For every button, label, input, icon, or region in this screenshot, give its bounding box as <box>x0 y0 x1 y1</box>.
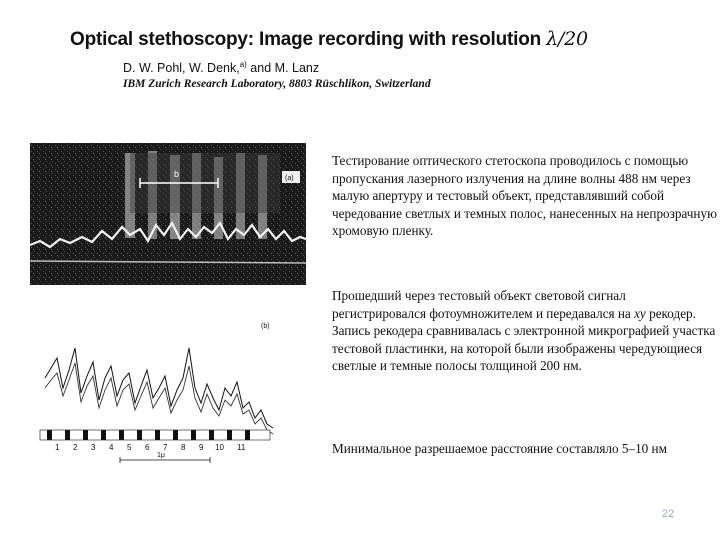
micrograph-tag: (a) <box>285 175 294 182</box>
scale-number: 5 <box>127 443 132 452</box>
scale-number: 8 <box>181 443 186 452</box>
scale-number: 9 <box>199 443 204 452</box>
recording-tag: (b) <box>261 323 270 330</box>
paper-affiliation: IBM Zurich Research Laboratory, 8803 Rüschlikon, Switzerland <box>123 78 431 90</box>
authors-footnote: a) <box>239 60 247 69</box>
title-lambda: λ/20 <box>546 28 588 50</box>
paragraph-text: Прошедший через тестовый объект световой сигнал регистрировался фотоумножителем и передавался на <box>332 288 635 321</box>
authors-end: and M. Lanz <box>246 61 320 76</box>
scale-number: 1 <box>55 443 60 452</box>
paragraph-text: рекодер. Запись рекодера сравнивалась с электронной микрографией участка тестовой пластинки, на которой были изображены чередующиеся светлые и темные полосы толщиной 200 нм. <box>332 305 716 374</box>
paragraph-test-description: Тестирование оптического стетоскопа проводилось с помощью пропускания лазерного излучения на длине волны 488 нм через малую апертуру и тестовый объект, представлявший собой чередование светлых и темных полос, нанесенных на непрозрачную хромовую пленку. <box>332 153 717 239</box>
micrograph-scale-label: b <box>174 169 180 179</box>
scale-number: 4 <box>109 443 114 452</box>
paragraph-signal-recording <box>332 287 717 375</box>
scale-number: 7 <box>163 443 168 452</box>
scale-number: 10 <box>215 443 224 452</box>
page-number: 22 <box>662 508 675 520</box>
recording-length-label: 1μ <box>157 452 165 459</box>
recorder-trace-figure <box>35 318 295 468</box>
scale-number: 2 <box>73 443 78 452</box>
paper-authors <box>123 60 319 75</box>
scale-number: 11 <box>237 443 246 452</box>
electron-micrograph-figure <box>30 143 306 285</box>
recording-stripe-ruler <box>40 430 270 440</box>
paragraph-resolution: Минимальное разрешаемое расстояние составляло 5–10 нм <box>332 441 667 456</box>
paragraph-italic-xy: xy <box>634 305 646 321</box>
recording-trace-2 <box>45 363 273 434</box>
scale-number: 3 <box>91 443 96 452</box>
paper-title <box>70 28 710 51</box>
recording-scale-numbers <box>55 443 246 452</box>
scale-number: 6 <box>145 443 150 452</box>
authors-text: D. W. Pohl, W. Denk, <box>123 61 240 76</box>
title-text: Optical stethoscopy: Image recording with resolution <box>70 29 547 50</box>
